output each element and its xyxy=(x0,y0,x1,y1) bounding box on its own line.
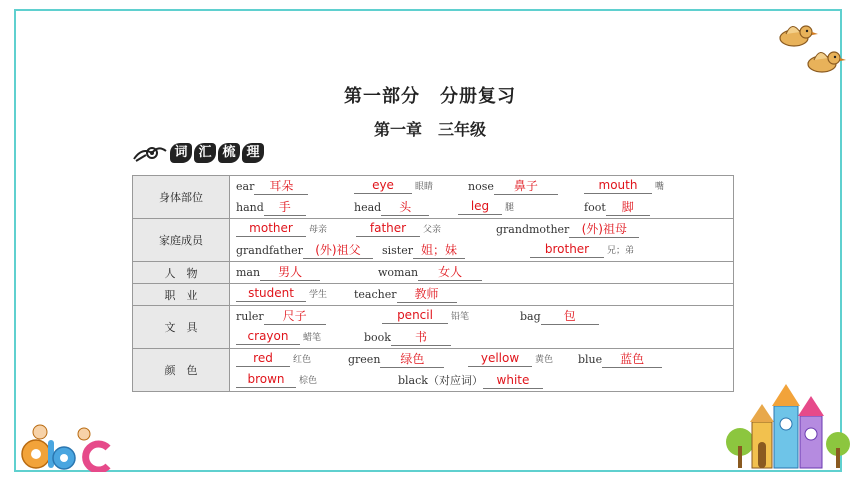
vocab-line xyxy=(236,327,733,348)
table-row xyxy=(133,262,734,284)
vocab-item xyxy=(382,306,469,328)
vocab-line xyxy=(236,370,733,391)
answer-blank: 尺子 xyxy=(264,308,326,325)
answer-blank: brother xyxy=(530,241,604,258)
vocab-item xyxy=(236,176,308,198)
castle-icon xyxy=(724,380,852,472)
vocab-item xyxy=(364,327,451,349)
vocab-cell xyxy=(230,219,734,262)
english-word: head xyxy=(354,201,382,214)
vocab-item xyxy=(398,370,543,392)
chinese-hint: 学生 xyxy=(309,290,328,300)
vocab-item xyxy=(578,349,662,371)
vocab-line xyxy=(236,262,733,283)
english-word: ear xyxy=(236,180,255,193)
vocab-item xyxy=(236,327,321,349)
vocab-line xyxy=(236,284,733,305)
category-label: 人 物 xyxy=(164,266,198,280)
table-row xyxy=(133,306,734,349)
banner-char: 理 xyxy=(242,143,264,163)
english-word: foot xyxy=(584,201,606,214)
vocab-cell xyxy=(230,262,734,284)
chinese-hint: 红色 xyxy=(293,355,312,365)
english-word: teacher xyxy=(354,288,397,301)
vocab-line xyxy=(236,219,733,240)
category-cell xyxy=(133,176,230,219)
answer-blank: 手 xyxy=(264,199,306,216)
english-word: woman xyxy=(378,266,419,279)
vocab-item xyxy=(584,176,664,198)
vocab-item xyxy=(378,262,482,284)
vocab-table xyxy=(132,175,734,392)
vocab-item xyxy=(236,197,306,219)
chapter-name: 三年级 xyxy=(438,120,487,139)
vocab-cell xyxy=(230,349,734,392)
page-title xyxy=(0,82,860,108)
english-word: sister xyxy=(382,244,413,257)
category-label: 文 具 xyxy=(164,321,198,334)
vocab-item xyxy=(236,370,317,392)
english-word: man xyxy=(236,266,261,279)
answer-blank: 姐；妹 xyxy=(413,242,465,259)
vocab-item xyxy=(348,349,444,371)
vocab-item xyxy=(468,349,553,371)
table-row xyxy=(133,284,734,306)
category-cell xyxy=(133,349,230,392)
table-row xyxy=(133,176,734,219)
vocab-line xyxy=(236,349,733,370)
answer-blank: 绿色 xyxy=(380,351,444,368)
vocab-line xyxy=(236,197,733,218)
chinese-hint: 腿 xyxy=(505,203,515,213)
english-word: bag xyxy=(520,310,541,323)
vocab-line xyxy=(236,240,733,261)
english-word: black（对应词） xyxy=(398,374,483,387)
chapter-number: 第一章 xyxy=(373,120,422,139)
chinese-hint: 铅笔 xyxy=(451,312,470,322)
table-row xyxy=(133,219,734,262)
vocab-line xyxy=(236,176,733,197)
answer-blank: student xyxy=(236,285,306,302)
vocab-item xyxy=(236,219,327,241)
answer-blank: 女人 xyxy=(418,264,482,281)
chinese-hint: 棕色 xyxy=(299,376,318,386)
answer-blank: pencil xyxy=(382,307,448,324)
category-label: 颜 色 xyxy=(164,364,198,377)
vocab-item xyxy=(354,284,457,306)
banner-char: 词 xyxy=(170,143,192,163)
category-label: 身体部位 xyxy=(159,191,203,204)
english-word: hand xyxy=(236,201,264,214)
english-word: green xyxy=(348,353,381,366)
vocab-item xyxy=(356,219,441,241)
answer-blank: mouth xyxy=(584,177,652,194)
english-word: nose xyxy=(468,180,494,193)
category-label: 家庭成员 xyxy=(159,234,203,247)
vocab-cell xyxy=(230,306,734,349)
vocab-cell xyxy=(230,284,734,306)
banner-char: 梳 xyxy=(218,143,240,163)
answer-blank: crayon xyxy=(236,328,300,345)
answer-blank: white xyxy=(483,372,543,389)
section-banner xyxy=(132,142,264,164)
category-cell xyxy=(133,262,230,284)
vocab-item xyxy=(236,349,311,371)
vocab-item xyxy=(520,306,599,328)
answer-blank: 书 xyxy=(391,329,451,346)
english-word: book xyxy=(364,331,391,344)
category-cell xyxy=(133,219,230,262)
answer-blank: yellow xyxy=(468,350,532,367)
answer-blank: mother xyxy=(236,220,306,237)
chinese-hint: 母亲 xyxy=(309,225,328,235)
chinese-hint: 嘴 xyxy=(655,182,665,192)
vocab-item xyxy=(382,240,465,262)
answer-blank: brown xyxy=(236,371,296,388)
vocab-item xyxy=(236,262,320,284)
vocab-item xyxy=(496,219,639,241)
answer-blank: 教师 xyxy=(397,286,457,303)
flower-deco-icon xyxy=(132,143,168,163)
chinese-hint: 父亲 xyxy=(423,225,442,235)
answer-blank: eye xyxy=(354,177,412,194)
vocab-cell xyxy=(230,176,734,219)
answer-blank: (外)祖母 xyxy=(569,221,639,238)
answer-blank: 耳朵 xyxy=(254,178,308,195)
vocab-item xyxy=(236,306,326,328)
answer-blank: (外)祖父 xyxy=(303,242,373,259)
vocab-item xyxy=(458,197,514,219)
category-label: 职 业 xyxy=(164,288,198,302)
title-name: 分册复习 xyxy=(440,86,516,107)
chinese-hint: 兄；弟 xyxy=(607,246,635,256)
answer-blank: 鼻子 xyxy=(494,178,558,195)
english-word: grandmother xyxy=(496,223,570,236)
answer-blank: 头 xyxy=(381,199,429,216)
title-part: 第一部分 xyxy=(344,86,420,107)
vocab-item xyxy=(530,240,634,262)
category-cell xyxy=(133,306,230,349)
english-word: blue xyxy=(578,353,603,366)
answer-blank: leg xyxy=(458,198,502,215)
vocab-item xyxy=(354,176,433,198)
answer-blank: red xyxy=(236,350,290,367)
answer-blank: father xyxy=(356,220,420,237)
answer-blank: 脚 xyxy=(606,199,650,216)
vocab-item xyxy=(236,240,373,262)
vocab-item xyxy=(468,176,558,198)
abc-letters-icon xyxy=(18,420,118,472)
english-word: grandfather xyxy=(236,244,303,257)
category-cell xyxy=(133,284,230,306)
vocab-line xyxy=(236,306,733,327)
answer-blank: 男人 xyxy=(260,264,320,281)
table-row xyxy=(133,349,734,392)
chinese-hint: 蜡笔 xyxy=(303,333,322,343)
chinese-hint: 眼睛 xyxy=(415,182,434,192)
bird-icon xyxy=(800,44,848,78)
chinese-hint: 黄色 xyxy=(535,355,554,365)
answer-blank: 蓝色 xyxy=(602,351,662,368)
section-banner-text xyxy=(168,143,264,163)
vocab-item xyxy=(354,197,429,219)
english-word: ruler xyxy=(236,310,264,323)
chapter-title xyxy=(0,117,860,140)
answer-blank: 包 xyxy=(541,308,599,325)
vocab-item xyxy=(236,284,327,306)
banner-char: 汇 xyxy=(194,143,216,163)
vocab-item xyxy=(584,197,650,219)
